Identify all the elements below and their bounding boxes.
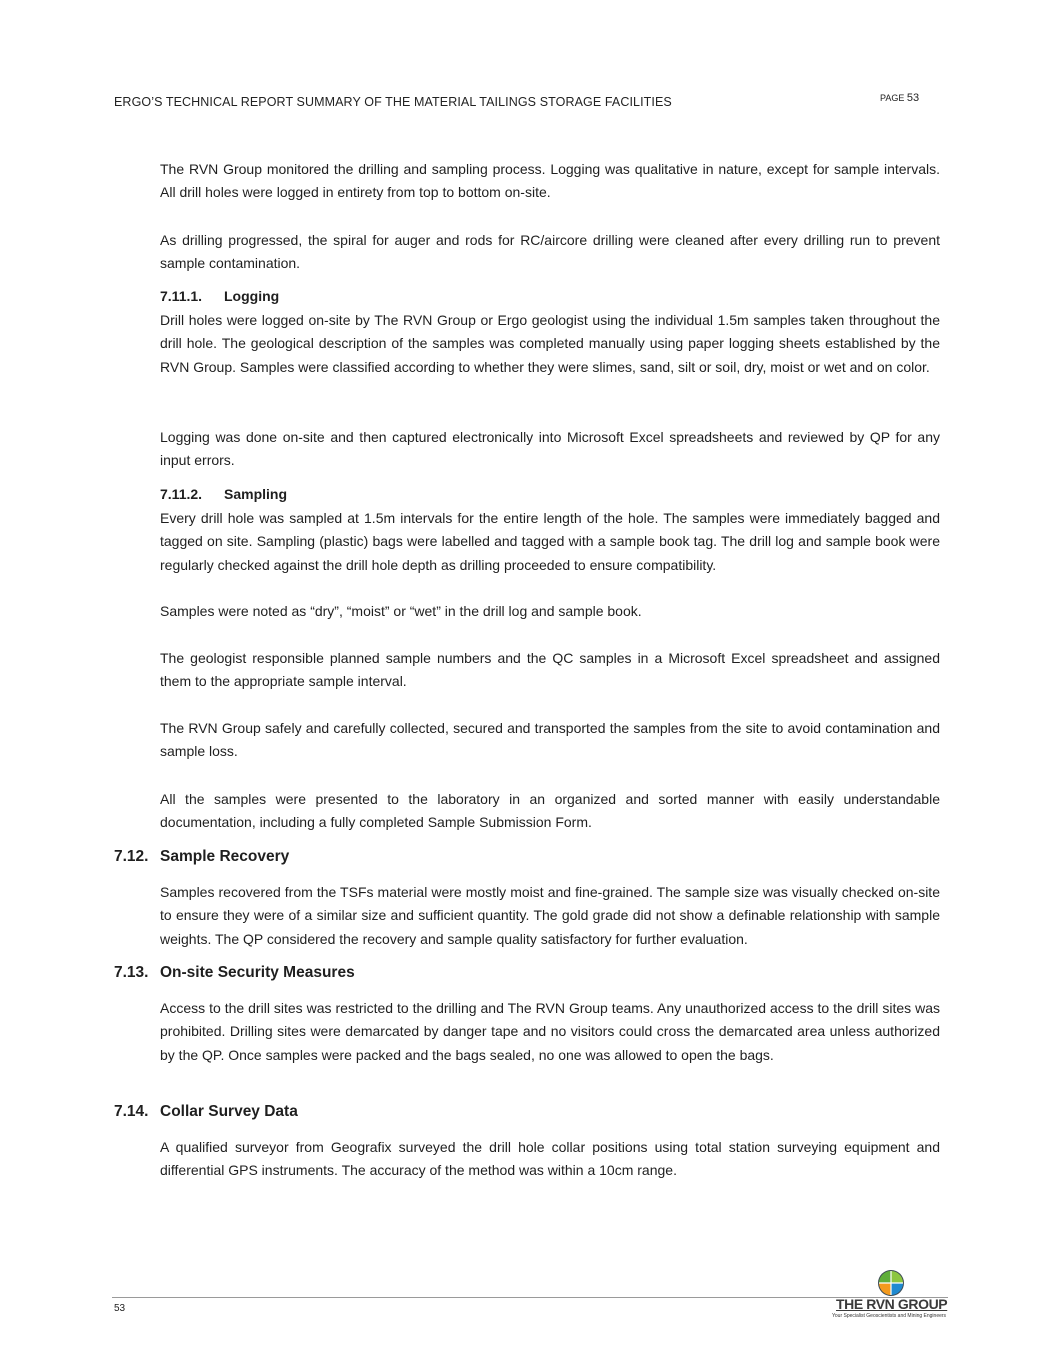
section-heading-sample-recovery (114, 848, 289, 866)
paragraph-sampling: Every drill hole was sampled at 1.5m intervals for the entire length of the hole. The samples were immediately bagged and tagged on site. Sampling (plastic) bags were labelled and tagged with a sample book tag. The drill log and sample book were regularly checked against the drill hole depth as drilling proceeded to ensure compatibility. (160, 510, 940, 573)
paragraph-logging: Drill holes were logged on-site by The RVN Group or Ergo geologist using the individual 1.5m samples taken throughout the drill hole. The geological description of the samples was completed manually using paper logging sheets established by the RVN Group. Samples were classified according to whether they were slimes, sand, silt or soil, dry, moist or wet and on color. (160, 312, 940, 375)
section-title: On-site Security Measures (160, 964, 355, 981)
paragraph-transport: The RVN Group safely and carefully collected, secured and transported the samples from the site to avoid contamination and sample loss. (160, 720, 940, 760)
section-number: 7.12. (114, 848, 149, 865)
logo-name: THE RVN GROUP (836, 1296, 948, 1312)
paragraph-security: Access to the drill sites was restricted to the drilling and The RVN Group teams. Any unauthorized access to the drill sites was prohibited. Drilling sites were demarcated by danger tape and no visitors could cross the demarcated area unless authorized by the QP. Once samples were packed and the bags sealed, no one was allowed to open the bags. (160, 1000, 940, 1063)
footer-page-number: 53 (114, 1303, 126, 1314)
paragraph-laboratory: All the samples were presented to the laboratory in an organized and sorted manner with easily understandable documentation, including a fully completed Sample Submission Form. (160, 791, 940, 831)
section-heading-collar-survey (114, 1103, 298, 1121)
report-title: ERGO’S TECHNICAL REPORT SUMMARY OF THE MATERIAL TAILINGS STORAGE FACILITIES (114, 95, 672, 109)
subheading-logging (160, 288, 279, 304)
paragraph-sample-recovery: Samples recovered from the TSFs material were mostly moist and fine-grained. The sample size was visually checked on-site to ensure they were of a similar size and sufficient quantity. The gold grade did not show a definable relationship with sample weights. The QP considered the recovery and sample quality satisfactory for further evaluation. (160, 884, 940, 947)
rvn-group-logo (828, 1268, 952, 1324)
header-page-number: 53 (906, 92, 920, 104)
section-title: Collar Survey Data (160, 1103, 298, 1120)
paragraph-collar-survey: A qualified surveyor from Geografix surveyed the drill hole collar positions using total station surveying equipment and differential GPS instruments. The accuracy of the method was within a 10cm range. (160, 1139, 940, 1179)
logo-globe-icon (828, 1268, 952, 1298)
paragraph-logging-capture: Logging was done on-site and then captured electronically into Microsoft Excel spreadsheets and reviewed by QP for any input errors. (160, 429, 940, 469)
paragraph-sample-notes: Samples were noted as “dry”, “moist” or “wet” in the drill log and sample book. (160, 603, 642, 619)
paragraph-sample-numbers: The geologist responsible planned sample numbers and the QC samples in a Microsoft Excel spreadsheet and assigned them to the appropriate sample interval. (160, 650, 940, 690)
footer-divider (112, 1297, 948, 1298)
section-number: 7.13. (114, 964, 149, 981)
subheading-number: 7.11.1. (160, 288, 203, 304)
paragraph-cleaning: As drilling progressed, the spiral for auger and rods for RC/aircore drilling were cleaned after every drilling run to prevent sample contamination. (160, 232, 940, 272)
subheading-title: Logging (224, 288, 280, 304)
subheading-sampling (160, 486, 287, 502)
subheading-number: 7.11.2. (160, 486, 203, 502)
header-page-label (880, 92, 919, 104)
section-title: Sample Recovery (160, 848, 290, 865)
page-label-text: PAGE (880, 93, 905, 103)
paragraph-monitoring: The RVN Group monitored the drilling and sampling process. Logging was qualitative in nature, except for sample intervals. All drill holes were logged in entirety from top to bottom on-site. (160, 161, 940, 201)
subheading-title: Sampling (224, 486, 288, 502)
logo-tagline: Your Specialist Geoscientists and Mining Engineers (832, 1313, 947, 1319)
section-number: 7.14. (114, 1103, 149, 1120)
section-heading-security (114, 964, 355, 982)
